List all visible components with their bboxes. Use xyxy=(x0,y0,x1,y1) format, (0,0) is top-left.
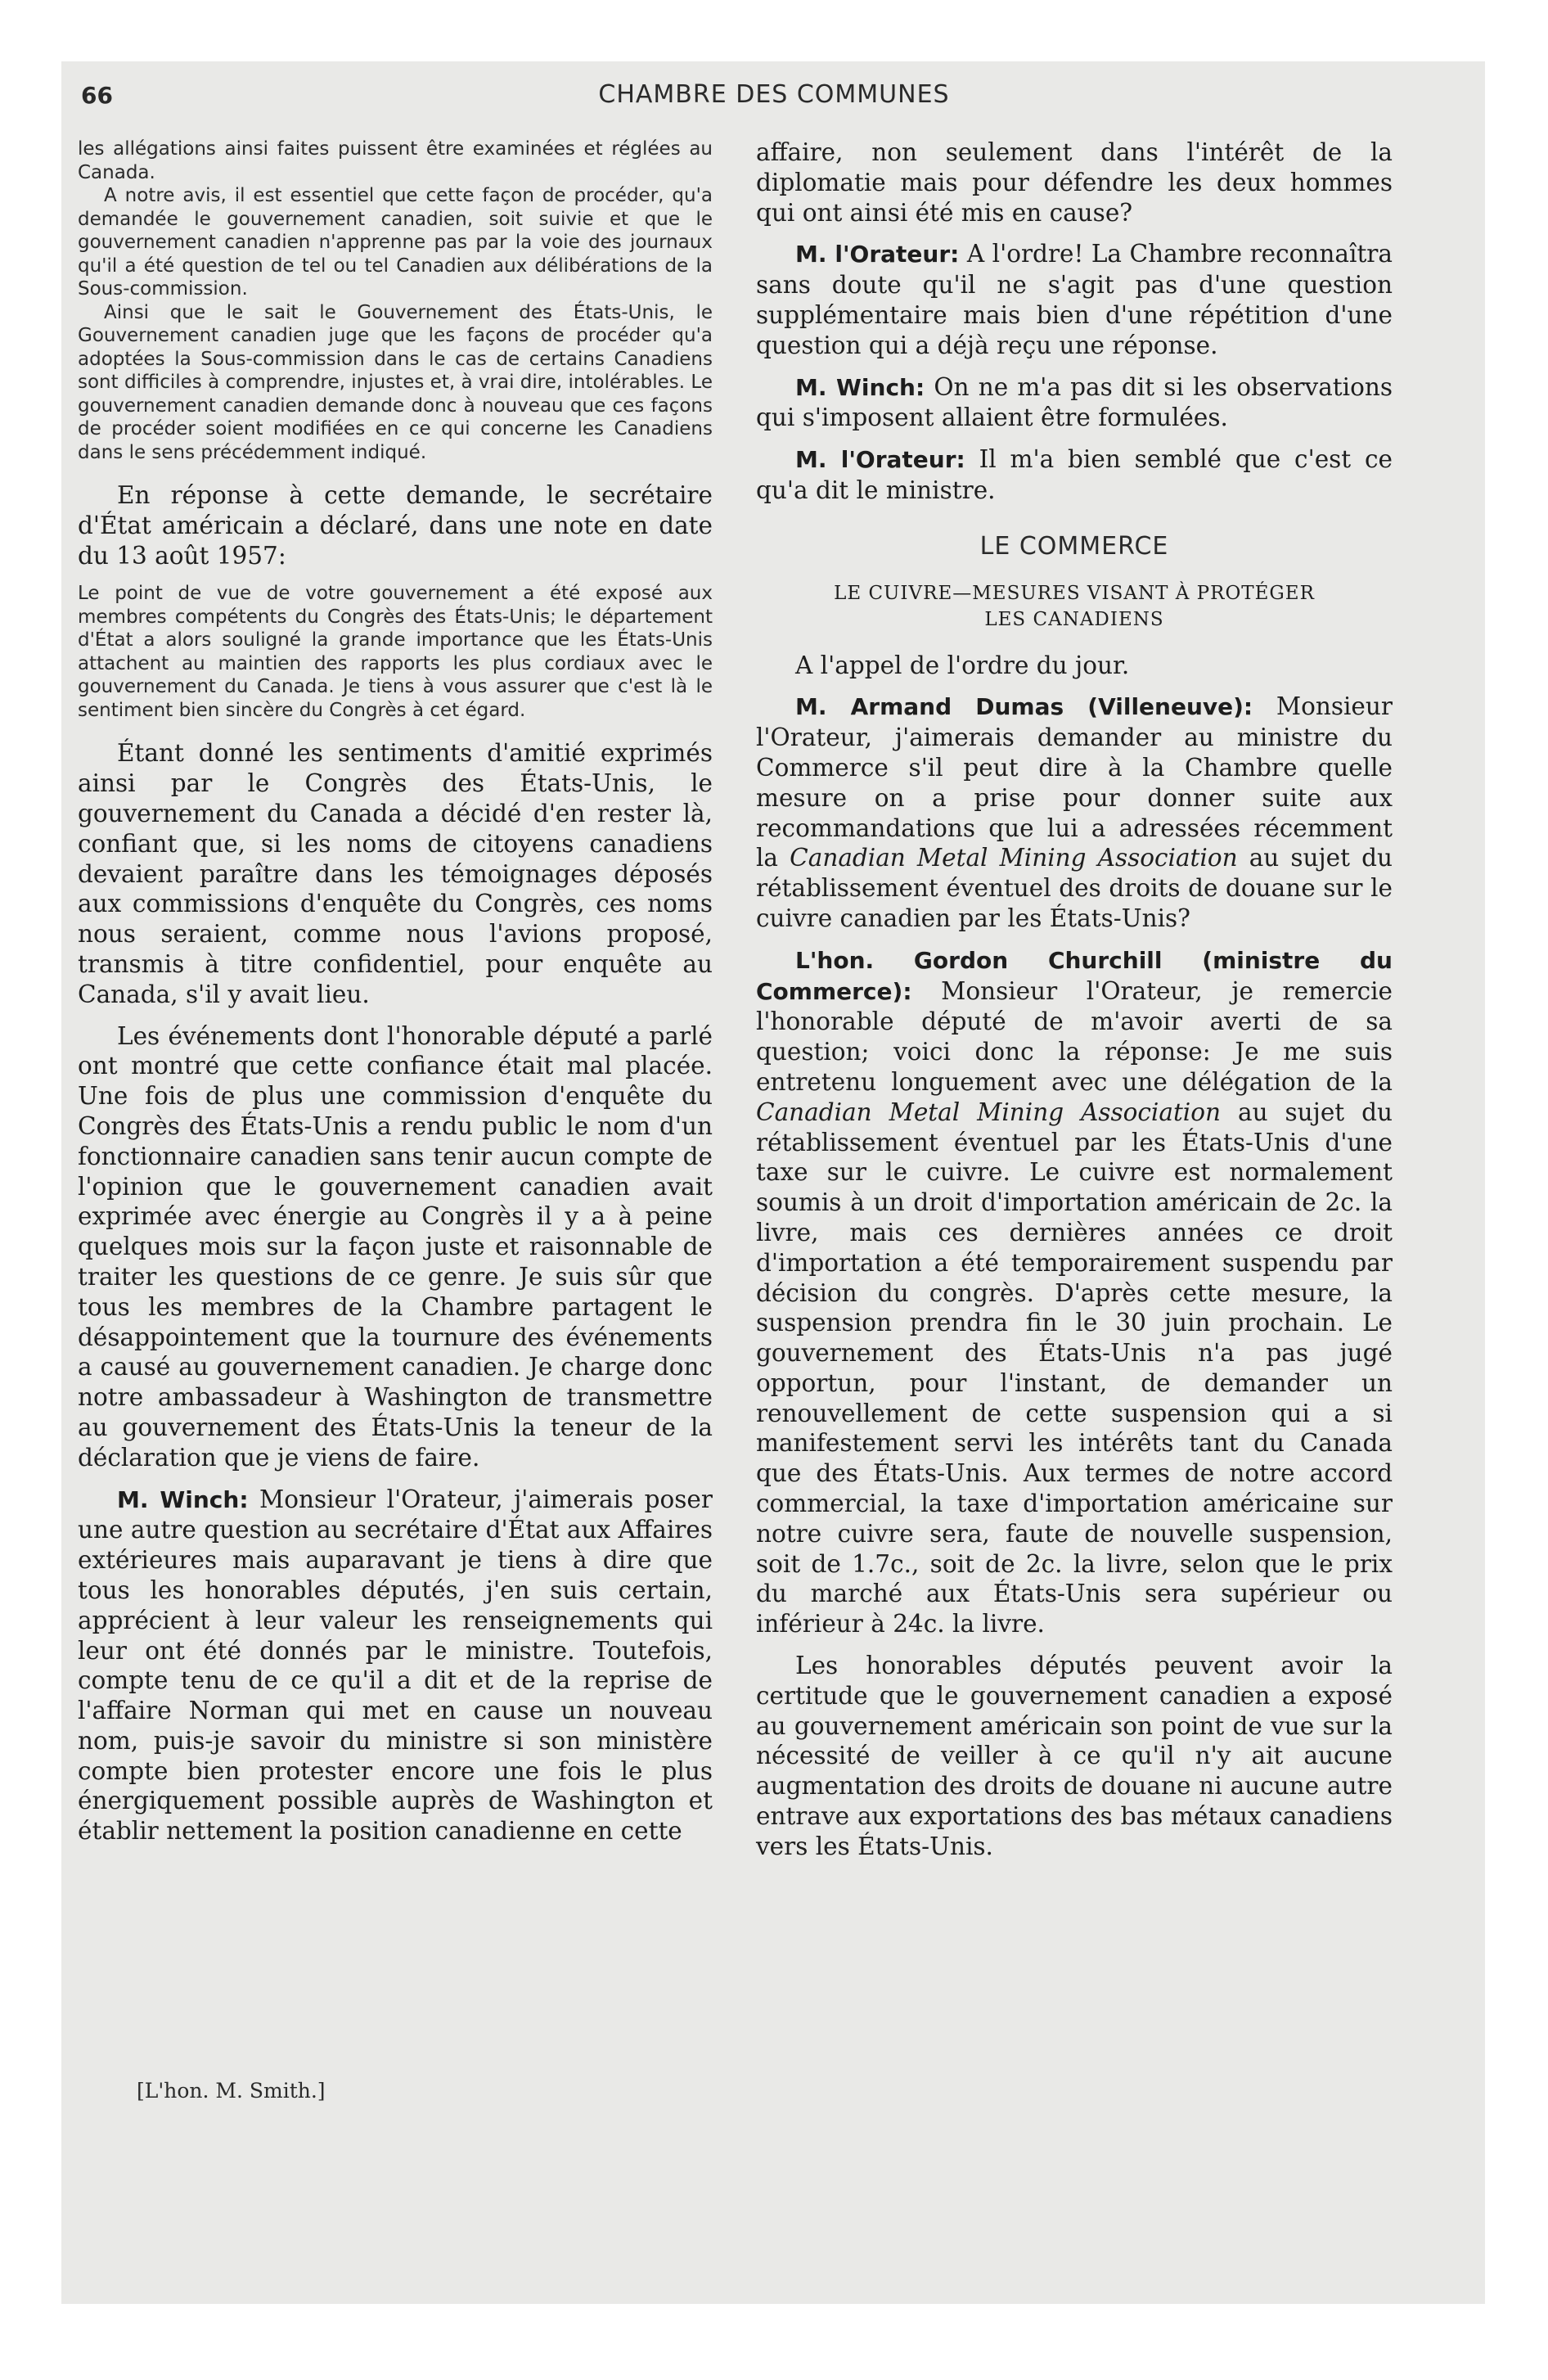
section-title: LE COMMERCE xyxy=(979,531,1169,561)
organization-name: Canadian Metal Mining Association xyxy=(790,844,1238,872)
quoted-paragraph: les allégations ainsi faites puissent être examinées et réglées au Canada. xyxy=(78,138,713,183)
speech-text: Monsieur l'Orateur, j'aimerais poser une autre question au secrétaire d'État aux Affaires extérieures mais auparavant je tiens à dire que tous les honorables députés, j'en suis certain, apprécient à leur valeur les renseignements qui leur ont été donnés par le ministre. Toutefois, compte tenu de ce qu'il a dit et de la reprise de l'affaire Norman qui met en cause un nouveau nom, puis-je savoir du ministre si son ministère compte bien protester encore une fois le plus énergiquement possible auprès de Washington et établir nettement la position canadienne en cette xyxy=(78,1485,713,1846)
footer-reference: [L'hon. M. Smith.] xyxy=(137,2079,326,2103)
speech-text: au sujet du rétablissement éventuel par les États-Unis d'une taxe sur le cuivre. Le cuivre est normalement soumis à un droit d'importation américain de 2c. la livre, mais ces dernières années ce droit d'importation a été temporairement suspendu par décision du congrès. D'après cette mesure, la suspension prendra fin le 30 juin prochain. Le gouvernement des États-Unis n'a pas jugé opportun, pour l'instant, de demander un renouvellement de cette suspension qui a si manifestement servi les intérêts tant du Canada que des États-Unis. Aux termes de notre accord commercial, la taxe d'importation américaine sur notre cuivre sera, faute de nouvelle suspension, soit de 1.7c., soit de 2c. la livre, selon que le prix du marché aux États-Unis sera supérieur ou inférieur à 24c. la livre. xyxy=(756,1098,1393,1639)
body-paragraph: Les événements dont l'honorable député a parlé ont montré que cette confiance était mal placée. Une fois de plus une commission d'enquête du Congrès des États-Unis a rendu public le nom d'un fonctionnaire canadien sans tenir aucun compte de l'opinion que le gouvernement canadien avait exprimée avec énergie au Congrès il y a à peine quelques mois sur la façon juste et raisonnable de traiter les questions de ce genre. Je suis sûr que tous les membres de la Chambre partagent le désappointement que la tournure des événements a causé au gouvernement canadien. Je charge donc notre ambassadeur à Washington de transmettre au gouvernement des États-Unis la teneur de la déclaration que je viens de faire. xyxy=(78,1021,713,1472)
speech-text: Monsieur l'Orateur, je remercie l'honorable député de m'avoir averti de sa question; voici donc la réponse: Je me suis entretenu longuement avec une délégation de la xyxy=(756,976,1393,1096)
speech-paragraph xyxy=(756,945,1393,1639)
section-subtitle xyxy=(756,580,1393,633)
speech-text: au sujet du rétablissement éventuel des droits de douane sur le cuivre canadien par les États-Unis? xyxy=(756,844,1393,932)
subtitle-line: LE CUIVRE—MESURES VISANT À PROTÉGER xyxy=(834,582,1315,604)
speaker-name: M. Winch: xyxy=(117,1485,249,1513)
speech-paragraph xyxy=(756,444,1393,506)
subtitle-line: LES CANADIENS xyxy=(984,608,1164,630)
speech-text: Monsieur l'Orateur, j'aimerais demander au ministre du Commerce s'il peut dire à la Chambre quelle mesure on a prise pour donner suite aux recommandations que lui a adressées récemment la xyxy=(756,692,1393,872)
speaker-name: M. Armand Dumas (Villeneuve): xyxy=(795,693,1253,721)
quoted-paragraph: Le point de vue de votre gouvernement a été exposé aux membres compétents du Congrès des États-Unis; le département d'État a alors souligné la grande importance que les États-Unis attachent au maintien des rapports les plus cordiaux avec le gouvernement du Canada. Je tiens à vous assurer que c'est là le sentiment bien sincère du Congrès à cet égard. xyxy=(78,583,713,721)
speech-paragraph xyxy=(756,239,1393,360)
left-column xyxy=(78,137,713,1858)
right-column xyxy=(756,137,1393,1873)
page-number: 66 xyxy=(81,82,113,109)
body-paragraph: Étant donné les sentiments d'amitié exprimés ainsi par le Congrès des États-Unis, le gouvernement du Canada a décidé d'en rester là, confiant que, si les noms de citoyens canadiens devaient paraître dans les témoignages déposés aux commissions d'enquête du Congrès, ces noms nous seraient, comme nous l'avions proposé, transmis à titre confidentiel, pour enquête au Canada, s'il y avait lieu. xyxy=(78,739,713,1008)
body-paragraph: affaire, non seulement dans l'intérêt de la diplomatie mais pour défendre les deux hommes qui ont ainsi été mis en cause? xyxy=(756,138,1393,227)
speaker-name: M. l'Orateur: xyxy=(795,241,960,268)
speech-paragraph xyxy=(78,1485,713,1847)
speech-text: Il m'a bien semblé que c'est ce qu'a dit le ministre. xyxy=(756,445,1393,504)
organization-name: Canadian Metal Mining Association xyxy=(756,1098,1221,1126)
body-paragraph: Les honorables députés peuvent avoir la certitude que le gouvernement canadien a exposé au gouvernement américain son point de vue sur la nécessité de veiller à ce qu'il n'y ait aucune augmentation des droits de douane ni aucune autre entrave aux exportations des bas métaux canadiens vers les États-Unis. xyxy=(756,1652,1393,1860)
running-title: CHAMBRE DES COMMUNES xyxy=(598,80,950,109)
speech-paragraph xyxy=(756,372,1393,434)
speech-paragraph xyxy=(756,692,1393,933)
body-paragraph: En réponse à cette demande, le secrétaire d'État américain a déclaré, dans une note en date du 13 août 1957: xyxy=(78,481,713,570)
speaker-name: M. l'Orateur: xyxy=(795,446,965,474)
quoted-paragraph: A notre avis, il est essentiel que cette façon de procéder, qu'a demandée le gouvernement canadien, soit suivie et que le gouvernement canadien n'apprenne pas par la voie des journaux qu'il a été question de tel ou tel Canadien aux délibérations de la Sous-commission. xyxy=(78,185,713,300)
quoted-paragraph: Ainsi que le sait le Gouvernement des États-Unis, le Gouvernement canadien juge que les façons de procéder qu'a adoptées la Sous-commission dans le cas de certains Canadiens sont difficiles à comprendre, injustes et, à vrai dire, intolérables. Le gouvernement canadien demande donc à nouveau que ces façons de procéder soient modifiées en ce qui concerne les Canadiens dans le sens précédemment indiqué. xyxy=(78,301,713,463)
speaker-name: L'hon. Gordon Churchill (ministre du Commerce): xyxy=(756,946,1393,1005)
speaker-name: M. Winch: xyxy=(795,373,925,401)
speech-text: On ne m'a pas dit si les observations qui s'imposent allaient être formulées. xyxy=(756,372,1393,432)
speech-text: A l'ordre! La Chambre reconnaîtra sans doute qu'il ne s'agit pas d'une question supplémentaire mais bien d'une répétition d'une question qui a déjà reçu une réponse. xyxy=(756,240,1393,359)
body-paragraph: A l'appel de l'ordre du jour. xyxy=(795,651,1130,679)
